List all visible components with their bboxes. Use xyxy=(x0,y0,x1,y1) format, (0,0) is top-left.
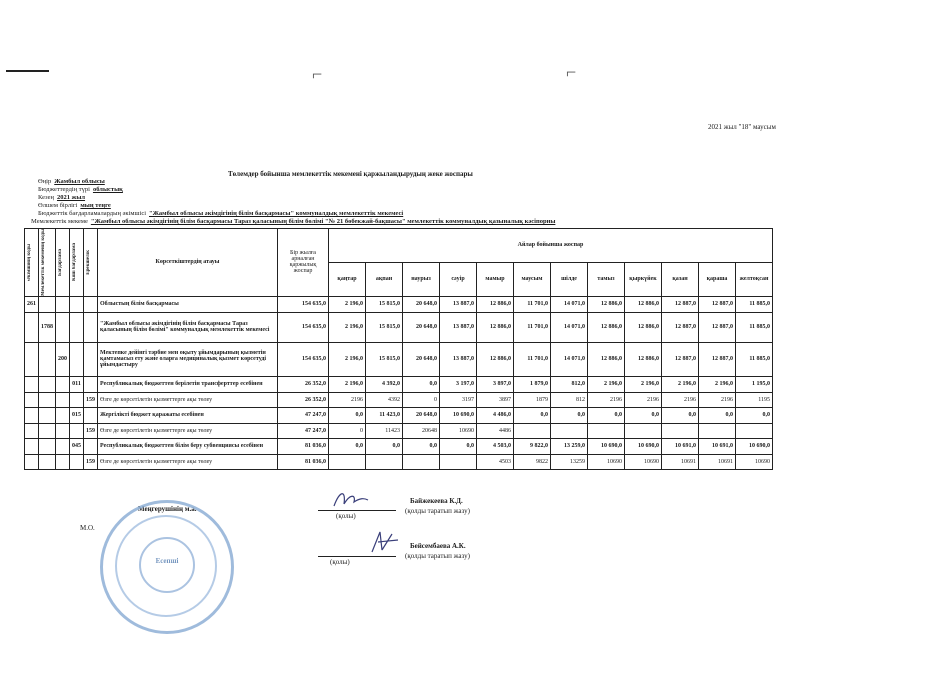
info-unit: Өлшем бірлігі мың теңге xyxy=(38,202,111,209)
code-cell xyxy=(84,407,98,423)
indicator-name-cell: Мектепке дейінгі тәрбие мен оқыту ұйымдарының қызметін қамтамасыз ету және оларға медициналық қызмет көрсетуді ұйымдастыру xyxy=(98,342,278,376)
month-value-cell: 3 197,0 xyxy=(440,376,477,392)
code-cell: 200 xyxy=(56,342,70,376)
month-value-cell: 0,0 xyxy=(366,438,403,454)
month-value-cell: 11 701,0 xyxy=(514,312,551,342)
code-cell xyxy=(25,454,39,469)
header-month: тамыз xyxy=(588,262,625,296)
table-row xyxy=(25,312,773,342)
month-value-cell: 12 887,0 xyxy=(699,312,736,342)
month-value-cell: 1879 xyxy=(514,392,551,407)
info-administrator: Бюджеттік бағдарламалардың әкімшісі "Жамбыл облысы әкімдігінің білім басқармасы" коммуналдық мемлекеттік мекемесі xyxy=(38,210,404,217)
header-month: наурыз xyxy=(403,262,440,296)
month-value-cell xyxy=(699,423,736,438)
month-value-cell: 10 691,0 xyxy=(699,438,736,454)
header-monthly-plan: Айлар бойынша жоспар xyxy=(329,229,773,263)
annual-total-cell: 154 635,0 xyxy=(278,296,329,312)
month-value-cell: 2196 xyxy=(329,392,366,407)
table-row xyxy=(25,296,773,312)
header-month: желтоқсан xyxy=(736,262,773,296)
month-value-cell: 15 815,0 xyxy=(366,342,403,376)
top-rule xyxy=(6,70,49,72)
code-cell xyxy=(70,392,84,407)
table-row xyxy=(25,407,773,423)
month-value-cell: 2 196,0 xyxy=(329,312,366,342)
month-value-cell: 20 648,0 xyxy=(403,342,440,376)
header-month: қазан xyxy=(662,262,699,296)
month-value-cell xyxy=(403,454,440,469)
month-value-cell: 0,0 xyxy=(403,376,440,392)
code-cell: 045 xyxy=(70,438,84,454)
month-value-cell: 2 196,0 xyxy=(329,376,366,392)
accountant-sign-caption: (қолы) xyxy=(330,558,350,566)
month-value-cell: 0,0 xyxy=(736,407,773,423)
month-value-cell: 20 648,0 xyxy=(403,312,440,342)
month-value-cell: 0,0 xyxy=(662,407,699,423)
month-value-cell: 10 690,0 xyxy=(588,438,625,454)
code-cell xyxy=(39,423,56,438)
staple-mark: ⌐ xyxy=(566,62,577,82)
month-value-cell: 1 195,0 xyxy=(736,376,773,392)
header-indicator-name: Көрсеткіштердің атауы xyxy=(98,229,278,297)
month-value-cell: 11 423,0 xyxy=(366,407,403,423)
annual-total-cell: 81 036,0 xyxy=(278,438,329,454)
annual-total-cell: 154 635,0 xyxy=(278,312,329,342)
code-cell: 1788 xyxy=(39,312,56,342)
table-row xyxy=(25,423,773,438)
month-value-cell: 20 648,0 xyxy=(403,407,440,423)
month-value-cell: 0,0 xyxy=(625,407,662,423)
month-value-cell: 0,0 xyxy=(440,438,477,454)
code-cell: 159 xyxy=(84,392,98,407)
header-specific: Ерекшелік xyxy=(84,229,98,297)
month-value-cell: 10691 xyxy=(662,454,699,469)
code-cell xyxy=(56,312,70,342)
month-value-cell: 2196 xyxy=(588,392,625,407)
month-value-cell xyxy=(736,423,773,438)
indicator-name-cell: Өзге де көрсетілетін қызметтерге ақы төлеу xyxy=(98,454,278,469)
table-row xyxy=(25,438,773,454)
month-value-cell: 13 887,0 xyxy=(440,296,477,312)
header-admin-code: Әкімшінің коды xyxy=(25,229,39,297)
table-row xyxy=(25,376,773,392)
annual-total-cell: 47 247,0 xyxy=(278,423,329,438)
info-period: Кезең 2021 жыл xyxy=(38,194,86,201)
financing-plan-table xyxy=(24,228,773,470)
month-value-cell: 2 196,0 xyxy=(625,376,662,392)
code-cell xyxy=(70,312,84,342)
month-value-cell: 11 701,0 xyxy=(514,342,551,376)
header-annual-total: Бір жылға арналған қаржылық жоспар xyxy=(278,229,329,297)
head-label: Меңгерушінің м.а. xyxy=(138,505,197,513)
month-value-cell xyxy=(625,423,662,438)
month-value-cell: 812,0 xyxy=(551,376,588,392)
month-value-cell: 10690 xyxy=(440,423,477,438)
month-value-cell: 4 503,0 xyxy=(477,438,514,454)
code-cell xyxy=(25,342,39,376)
month-value-cell: 12 887,0 xyxy=(699,342,736,376)
month-value-cell: 12 886,0 xyxy=(588,312,625,342)
month-value-cell: 12 886,0 xyxy=(625,342,662,376)
indicator-name-cell: Өзге де көрсетілетін қызметтерге ақы төлеу xyxy=(98,392,278,407)
indicator-name-cell: Облыстың білім басқармасы xyxy=(98,296,278,312)
code-cell xyxy=(25,376,39,392)
code-cell xyxy=(56,296,70,312)
header-program: Бағдарлама xyxy=(56,229,70,297)
header-month: қыркүйек xyxy=(625,262,662,296)
head-sign-caption: (қолы) xyxy=(336,512,356,520)
month-value-cell: 812 xyxy=(551,392,588,407)
code-cell xyxy=(56,423,70,438)
month-value-cell: 2 196,0 xyxy=(588,376,625,392)
indicator-name-cell: "Жамбыл облысы әкімдігінің білім басқармасы Тараз қаласының білім бөлімі" коммуналдық мемлекеттік мекемесі xyxy=(98,312,278,342)
month-value-cell xyxy=(514,423,551,438)
info-region: Өңір Жамбыл облысы xyxy=(38,178,105,185)
code-cell xyxy=(70,296,84,312)
month-value-cell: 0 xyxy=(329,423,366,438)
code-cell xyxy=(56,454,70,469)
indicator-name-cell: Республикалық бюджеттен білім беру субвенциясы есебінен xyxy=(98,438,278,454)
month-value-cell xyxy=(329,454,366,469)
month-value-cell: 4 486,0 xyxy=(477,407,514,423)
annual-total-cell: 154 635,0 xyxy=(278,342,329,376)
code-cell xyxy=(56,407,70,423)
month-value-cell xyxy=(551,423,588,438)
month-value-cell: 2196 xyxy=(699,392,736,407)
month-value-cell: 11 885,0 xyxy=(736,296,773,312)
indicator-name-cell: Республикалық бюджеттен берілетін трансферттер есебінен xyxy=(98,376,278,392)
month-value-cell xyxy=(662,423,699,438)
head-name-hint: (қолды таратып жазу) xyxy=(405,507,470,515)
code-cell xyxy=(39,376,56,392)
code-cell xyxy=(84,438,98,454)
month-value-cell: 12 887,0 xyxy=(662,296,699,312)
code-cell xyxy=(56,438,70,454)
head-name: Байжекеева К.Д. xyxy=(410,497,463,505)
month-value-cell: 3197 xyxy=(440,392,477,407)
month-value-cell xyxy=(440,454,477,469)
signature-line xyxy=(318,556,396,557)
header-month: қараша xyxy=(699,262,736,296)
code-cell xyxy=(39,392,56,407)
month-value-cell xyxy=(366,454,403,469)
document-date: 2021 жыл "18" маусым xyxy=(708,123,776,131)
month-value-cell: 11 885,0 xyxy=(736,342,773,376)
month-value-cell: 12 886,0 xyxy=(477,312,514,342)
head-signature-scribble xyxy=(330,488,370,512)
code-cell xyxy=(25,392,39,407)
month-value-cell: 15 815,0 xyxy=(366,312,403,342)
mp-label: М.О. xyxy=(80,524,95,532)
code-cell xyxy=(39,454,56,469)
annual-total-cell: 81 036,0 xyxy=(278,454,329,469)
indicator-name-cell: Жергілікті бюджет қаражаты есебінен xyxy=(98,407,278,423)
code-cell xyxy=(84,296,98,312)
annual-total-cell: 26 352,0 xyxy=(278,376,329,392)
month-value-cell: 12 887,0 xyxy=(662,312,699,342)
month-value-cell: 0 xyxy=(403,392,440,407)
table-row xyxy=(25,392,773,407)
code-cell xyxy=(70,342,84,376)
code-cell xyxy=(39,296,56,312)
month-value-cell: 4392 xyxy=(366,392,403,407)
header-month: маусым xyxy=(514,262,551,296)
month-value-cell: 14 071,0 xyxy=(551,342,588,376)
accountant-name-hint: (қолды таратып жазу) xyxy=(405,552,470,560)
month-value-cell: 0,0 xyxy=(699,407,736,423)
indicator-name-cell: Өзге де көрсетілетін қызметтерге ақы төлеу xyxy=(98,423,278,438)
month-value-cell: 20 648,0 xyxy=(403,296,440,312)
code-cell: 015 xyxy=(70,407,84,423)
code-cell xyxy=(84,342,98,376)
stamp-word: Есепші xyxy=(155,557,179,565)
code-cell xyxy=(39,342,56,376)
month-value-cell: 12 886,0 xyxy=(477,342,514,376)
code-cell xyxy=(25,438,39,454)
code-cell xyxy=(25,423,39,438)
document-title: Төлемдер бойынша мемлекеттік мекемені қаржыландырудың жеке жоспары xyxy=(228,170,473,178)
header-month: мамыр xyxy=(477,262,514,296)
month-value-cell: 11 701,0 xyxy=(514,296,551,312)
code-cell: 159 xyxy=(84,454,98,469)
month-value-cell: 14 071,0 xyxy=(551,312,588,342)
code-cell xyxy=(84,312,98,342)
info-budget-type: Бюджеттердің түрі облыстық xyxy=(38,186,123,193)
month-value-cell: 13 887,0 xyxy=(440,342,477,376)
month-value-cell: 3897 xyxy=(477,392,514,407)
month-value-cell: 9822 xyxy=(514,454,551,469)
code-cell xyxy=(70,454,84,469)
month-value-cell: 4486 xyxy=(477,423,514,438)
code-cell xyxy=(39,438,56,454)
staple-mark: ⌐ xyxy=(312,64,323,84)
accountant-name: Бейсембаева А.К. xyxy=(410,542,466,550)
code-cell: 261 xyxy=(25,296,39,312)
month-value-cell: 2196 xyxy=(625,392,662,407)
month-value-cell: 12 886,0 xyxy=(477,296,514,312)
month-value-cell: 12 886,0 xyxy=(625,312,662,342)
month-value-cell: 0,0 xyxy=(514,407,551,423)
month-value-cell: 1 879,0 xyxy=(514,376,551,392)
header-month: қаңтар xyxy=(329,262,366,296)
code-cell: 011 xyxy=(70,376,84,392)
table-row xyxy=(25,342,773,376)
month-value-cell: 11423 xyxy=(366,423,403,438)
code-cell xyxy=(56,376,70,392)
info-institution: Мемлекеттік мекеме "Жамбыл облысы әкімдігінің білім басқармасы Тараз қаласының білім бөлімі "№ 21 бөбекжай-бақшасы" мемлекеттік коммуналдық қазыналық кәсіпорны xyxy=(31,218,556,225)
month-value-cell: 10690 xyxy=(625,454,662,469)
month-value-cell: 4 392,0 xyxy=(366,376,403,392)
month-value-cell: 2 196,0 xyxy=(329,296,366,312)
header-institution-code: Мемлекеттік мекеменің коды xyxy=(39,229,56,297)
month-value-cell: 4503 xyxy=(477,454,514,469)
month-value-cell: 11 885,0 xyxy=(736,312,773,342)
official-stamp xyxy=(100,500,234,634)
table-row xyxy=(25,454,773,469)
month-value-cell: 10690 xyxy=(588,454,625,469)
month-value-cell xyxy=(588,423,625,438)
code-cell xyxy=(25,407,39,423)
month-value-cell: 12 886,0 xyxy=(625,296,662,312)
month-value-cell: 10691 xyxy=(699,454,736,469)
month-value-cell: 10690 xyxy=(736,454,773,469)
accountant-signature-scribble xyxy=(368,528,402,556)
month-value-cell: 2196 xyxy=(662,392,699,407)
annual-total-cell: 26 352,0 xyxy=(278,392,329,407)
month-value-cell: 13259 xyxy=(551,454,588,469)
month-value-cell: 12 887,0 xyxy=(699,296,736,312)
month-value-cell: 12 886,0 xyxy=(588,296,625,312)
month-value-cell: 10 691,0 xyxy=(662,438,699,454)
month-value-cell: 2 196,0 xyxy=(329,342,366,376)
month-value-cell: 15 815,0 xyxy=(366,296,403,312)
code-cell xyxy=(70,423,84,438)
code-cell xyxy=(84,376,98,392)
month-value-cell: 2 196,0 xyxy=(699,376,736,392)
month-value-cell: 10 690,0 xyxy=(736,438,773,454)
month-value-cell: 2 196,0 xyxy=(662,376,699,392)
code-cell: 159 xyxy=(84,423,98,438)
month-value-cell: 10 690,0 xyxy=(625,438,662,454)
month-value-cell: 12 887,0 xyxy=(662,342,699,376)
month-value-cell: 0,0 xyxy=(588,407,625,423)
month-value-cell: 3 897,0 xyxy=(477,376,514,392)
month-value-cell: 0,0 xyxy=(329,407,366,423)
month-value-cell: 13 887,0 xyxy=(440,312,477,342)
header-month: ақпан xyxy=(366,262,403,296)
month-value-cell: 0,0 xyxy=(551,407,588,423)
month-value-cell: 1195 xyxy=(736,392,773,407)
header-month: шілде xyxy=(551,262,588,296)
month-value-cell: 0,0 xyxy=(329,438,366,454)
header-subprogram: Кіші бағдарлама xyxy=(70,229,84,297)
month-value-cell: 14 071,0 xyxy=(551,296,588,312)
month-value-cell: 9 822,0 xyxy=(514,438,551,454)
code-cell xyxy=(39,407,56,423)
emblem-icon xyxy=(139,537,195,593)
code-cell xyxy=(25,312,39,342)
month-value-cell: 12 886,0 xyxy=(588,342,625,376)
month-value-cell: 20648 xyxy=(403,423,440,438)
code-cell xyxy=(56,392,70,407)
header-month: сәуір xyxy=(440,262,477,296)
month-value-cell: 13 259,0 xyxy=(551,438,588,454)
annual-total-cell: 47 247,0 xyxy=(278,407,329,423)
month-value-cell: 10 690,0 xyxy=(440,407,477,423)
month-value-cell: 0,0 xyxy=(403,438,440,454)
